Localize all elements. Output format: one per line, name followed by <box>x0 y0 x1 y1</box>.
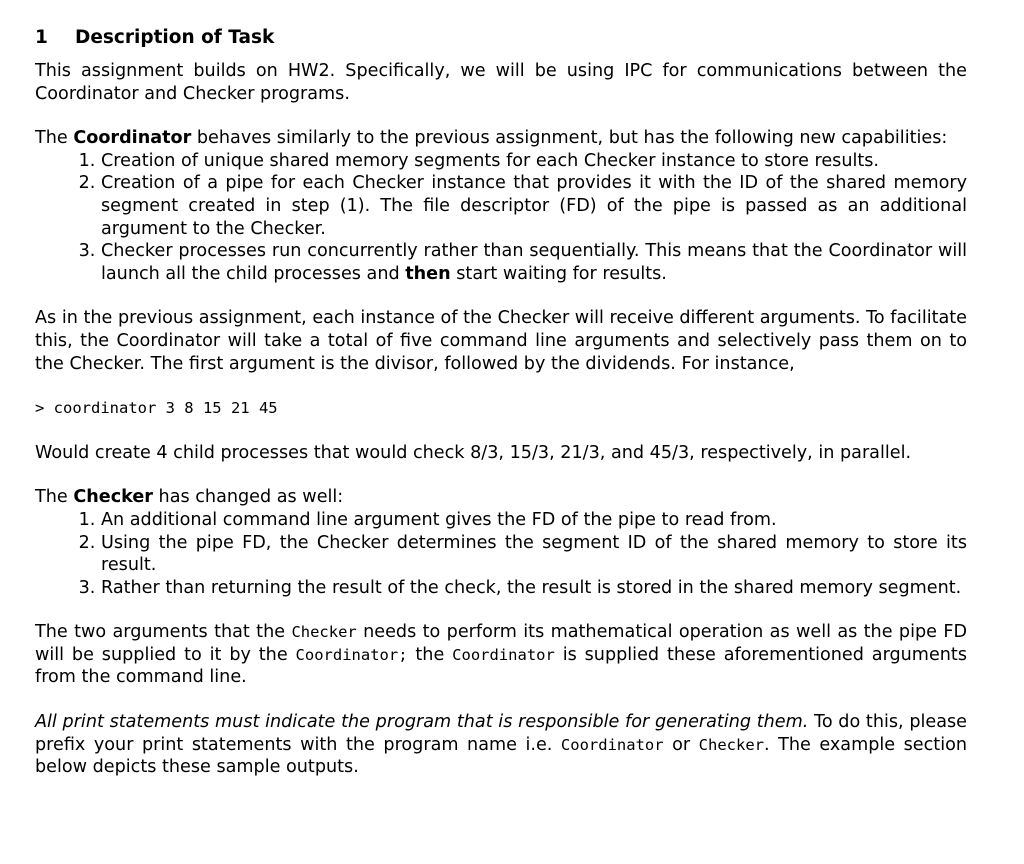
child-processes-paragraph: Would create 4 child processes that would check 8/3, 15/3, 21/3, and 45/3, respectively, in parallel. <box>35 442 912 463</box>
checker-changes-list <box>35 509 967 599</box>
list-item: 3. Checker processes run concurrently rather than sequentially. This means that the Coordinator will launch all the child processes and then start waiting for results. <box>101 240 967 285</box>
checker-paragraph: The Checker has changed as well: <box>35 487 344 508</box>
print-statements-paragraph: All print statements must indicate the program that is responsible for generating them. To do this, please prefix your print statements with the program name i.e. Coordinator or Checker. The example section below depicts these sample outputs. <box>35 712 968 778</box>
coordinator-paragraph: The Coordinator behaves similarly to the previous assignment, but has the following new capabilities: <box>35 128 948 149</box>
then-term: then <box>405 263 451 284</box>
section-number: 1 <box>35 27 48 48</box>
section-title: Description of Task <box>75 27 275 48</box>
coordinator-term: Coordinator <box>73 128 192 149</box>
coordinator-code: Coordinator <box>560 735 664 754</box>
section-heading <box>35 25 967 51</box>
list-item: 1. An additional command line argument gives the FD of the pipe to read from. <box>101 509 967 532</box>
list-item: 2. Using the pipe FD, the Checker determines the segment ID of the shared memory to store its result. <box>101 532 967 577</box>
list-item: 3. Rather than returning the result of the check, the result is stored in the shared memory segment. <box>101 577 967 600</box>
coordinator-code: Coordinator; <box>295 645 408 664</box>
print-rule-italic: All print statements must indicate the program that is responsible for generating them. <box>35 712 809 733</box>
list-item: 1. Creation of unique shared memory segments for each Checker instance to store results. <box>101 150 967 173</box>
two-arguments-paragraph: The two arguments that the Checker needs to perform its mathematical operation as well as the pipe FD will be supplied to it by the Coordinator; the Coordinator is supplied these aforementioned arguments from the command line. <box>35 622 967 688</box>
list-item: 2. Creation of a pipe for each Checker instance that provides it with the ID of the shared memory segment created in step (1). The file descriptor (FD) of the pipe is passed as an additional argument to the Checker. <box>101 172 967 240</box>
command-example: > coordinator 3 8 15 21 45 <box>35 399 278 418</box>
intro-paragraph: This assignment builds on HW2. Specifically, we will be using IPC for communications between the Coordinator and Checker programs. <box>35 61 967 104</box>
coordinator-capabilities-list <box>35 150 967 286</box>
checker-term: Checker <box>73 487 153 508</box>
checker-code: Checker <box>698 735 764 754</box>
coordinator-code: Coordinator <box>452 645 555 664</box>
checker-code: Checker <box>291 623 357 642</box>
arguments-paragraph: As in the previous assignment, each instance of the Checker will receive different arguments. To facilitate this, the Coordinator will take a total of five command line arguments and selectively pass them on to the Checker. The first argument is the divisor, followed by the dividends. For instance, <box>35 308 967 374</box>
